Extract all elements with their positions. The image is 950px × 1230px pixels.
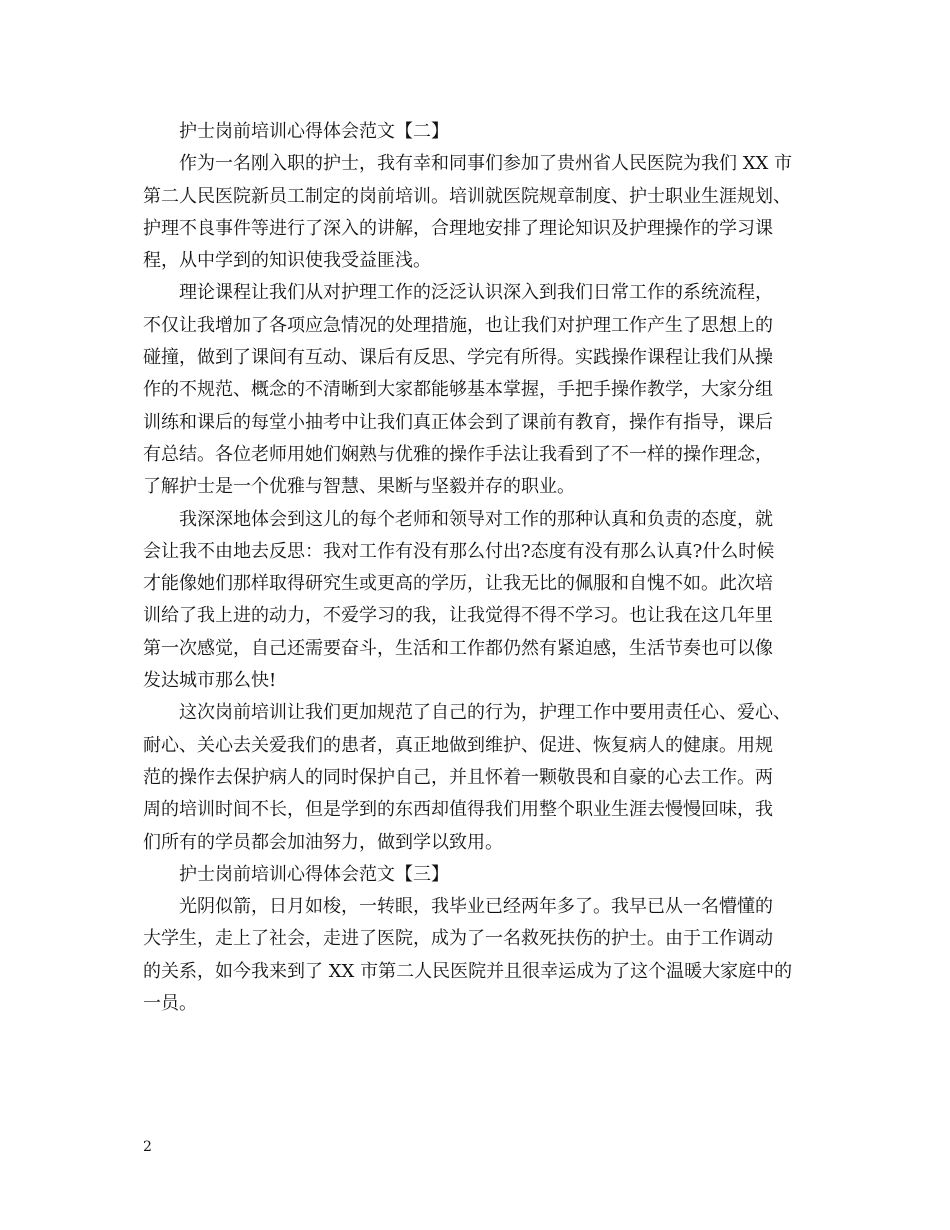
- paragraph-line: 训练和课后的每堂小抽考中让我们真正体会到了课前有教育，操作有指导，课后: [143, 411, 773, 433]
- paragraph-line: 了解护士是一个优雅与智慧、果断与坚毅并存的职业。: [143, 476, 575, 498]
- paragraph: [143, 277, 810, 503]
- section: [143, 859, 810, 1020]
- paragraph-line: 们所有的学员都会加油努力，做到学以致用。: [143, 831, 503, 853]
- paragraph-line: 发达城市那么快!: [143, 670, 277, 692]
- paragraph-line: 的关系，如今我来到了 XX 市第二人民医院并且很幸运成为了这个温暖大家庭中的: [143, 960, 793, 982]
- section: [143, 116, 810, 859]
- paragraph-line: 护理不良事件等进行了深入的讲解，合理地安排了理论知识及护理操作的学习课: [143, 217, 773, 239]
- paragraph-line: 不仅让我增加了各项应急情况的处理措施，也让我们对护理工作产生了思想上的: [143, 314, 773, 336]
- paragraph-line: 这次岗前培训让我们更加规范了自己的行为，护理工作中要用责任心、爱心、: [179, 702, 791, 724]
- paragraph-line: 作的不规范、概念的不清晰到大家都能够基本掌握，手把手操作教学，大家分组: [143, 379, 773, 401]
- page-number: 2: [143, 1139, 152, 1155]
- document-body: [143, 116, 810, 1020]
- section-heading: 护士岗前培训心得体会范文【二】: [179, 121, 449, 142]
- paragraph-line: 周的培训时间不长，但是学到的东西却值得我们用整个职业生涯去慢慢回味，我: [143, 799, 773, 821]
- paragraph-line: 训给了我上进的动力，不爱学习的我，让我觉得不得不学习。也让我在这几年里: [143, 605, 773, 627]
- paragraph-line: 会让我不由地去反思：我对工作有没有那么付出?态度有没有那么认真?什么时候: [143, 540, 775, 562]
- paragraph-line: 大学生，走上了社会，走进了医院，成为了一名救死扶伤的护士。由于工作调动: [143, 928, 773, 950]
- paragraph-line: 碰撞，做到了课间有互动、课后有反思、学完有所得。实践操作课程让我们从操: [143, 347, 773, 369]
- paragraph: [143, 697, 810, 858]
- paragraph-line: 光阴似箭，日月如梭，一转眼，我毕业已经两年多了。我早已从一名懵懂的: [179, 896, 773, 918]
- section-heading: 护士岗前培训心得体会范文【三】: [179, 863, 449, 885]
- paragraph-line: 范的操作去保护病人的同时保护自己，并且怀着一颗敬畏和自豪的心去工作。两: [143, 766, 773, 788]
- paragraph-line: 理论课程让我们从对护理工作的泛泛认识深入到我们日常工作的系统流程，: [179, 282, 773, 304]
- paragraph-line: 第一次感觉，自己还需要奋斗，生活和工作都仍然有紧迫感，生活节奏也可以像: [143, 637, 773, 659]
- paragraph: [143, 504, 810, 698]
- paragraph-line: 一员。: [143, 993, 197, 1015]
- paragraph-line: 作为一名刚入职的护士，我有幸和同事们参加了贵州省人民医院为我们 XX 市: [179, 153, 793, 175]
- paragraph-line: 才能像她们那样取得研究生或更高的学历，让我无比的佩服和自愧不如。此次培: [143, 573, 773, 595]
- paragraph: [143, 891, 810, 1020]
- paragraph: [143, 148, 810, 277]
- paragraph-line: 有总结。各位老师用她们娴熟与优雅的操作手法让我看到了不一样的操作理念，: [143, 443, 773, 465]
- paragraph-line: 耐心、关心去关爱我们的患者，真正地做到维护、促进、恢复病人的健康。用规: [143, 734, 773, 756]
- paragraph-line: 第二人民医院新员工制定的岗前培训。培训就医院规章制度、护士职业生涯规划、: [143, 185, 791, 207]
- paragraph-line: 程，从中学到的知识使我受益匪浅。: [143, 250, 431, 272]
- paragraph-line: 我深深地体会到这儿的每个老师和领导对工作的那种认真和负责的态度，就: [179, 508, 773, 530]
